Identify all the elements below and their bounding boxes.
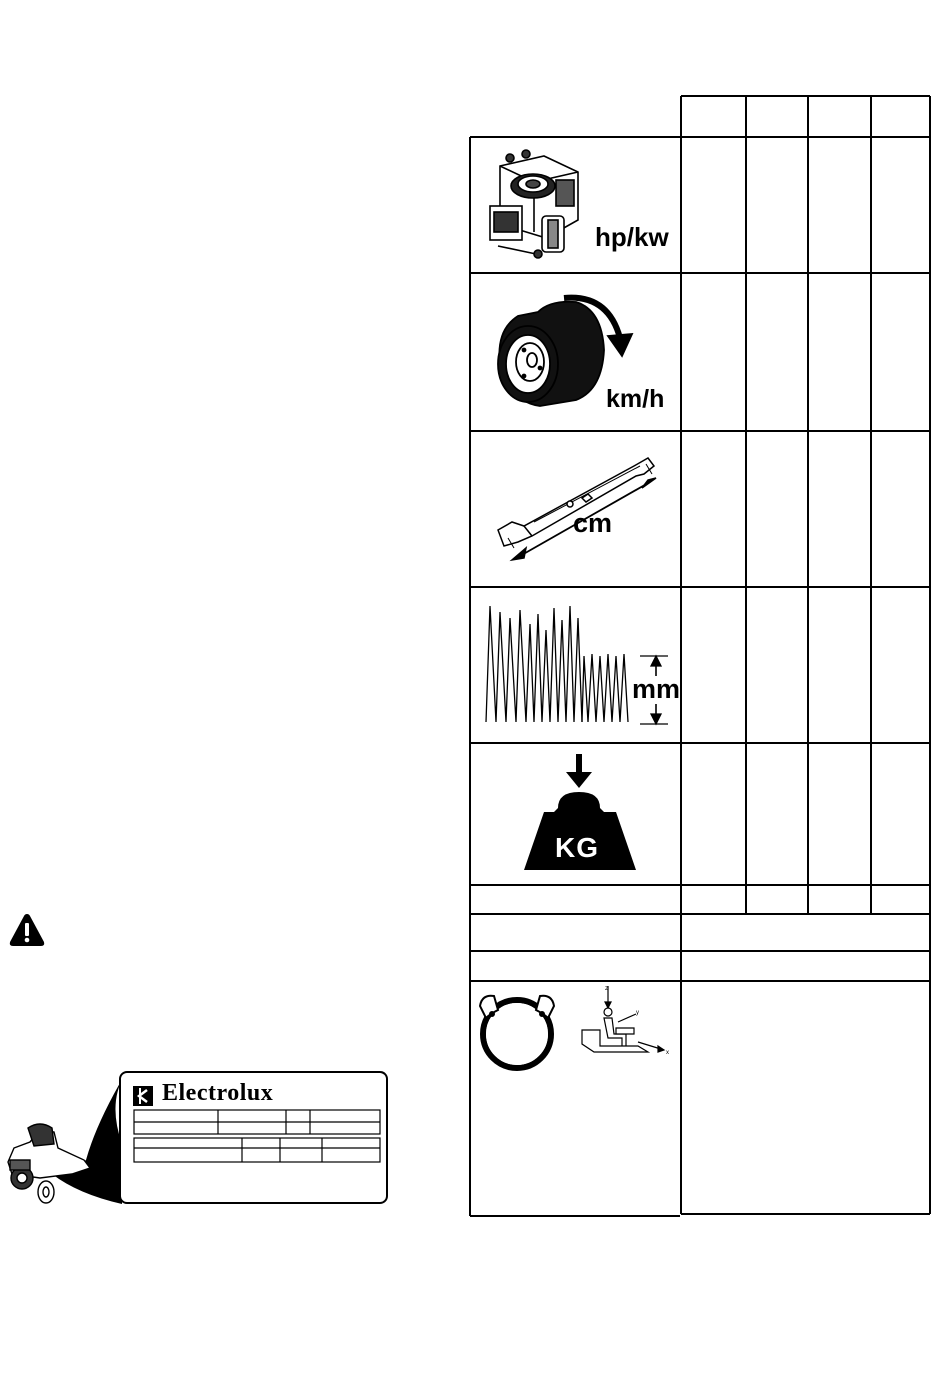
engine-icon (486, 146, 596, 264)
unit-speed-label: km/h (606, 385, 665, 413)
electrolux-logo-icon (133, 1086, 153, 1106)
svg-text:x: x (666, 1050, 669, 1056)
steering-wheel-vibration-icon (476, 988, 558, 1074)
unit-weight-label: KG (555, 832, 599, 863)
electrolux-brand: Electrolux (162, 1080, 274, 1106)
svg-text:z: z (605, 986, 608, 992)
unit-cut-height-label: mm (632, 674, 681, 704)
grass-height-icon (482, 600, 681, 730)
tractor-icon (8, 1124, 90, 1203)
svg-text:y: y (636, 1010, 639, 1016)
seat-vibration-icon (578, 984, 674, 1064)
unit-cut-width-label: cm (573, 508, 613, 538)
unit-power-label: hp/kw (595, 222, 669, 252)
warning-icon (8, 912, 46, 948)
